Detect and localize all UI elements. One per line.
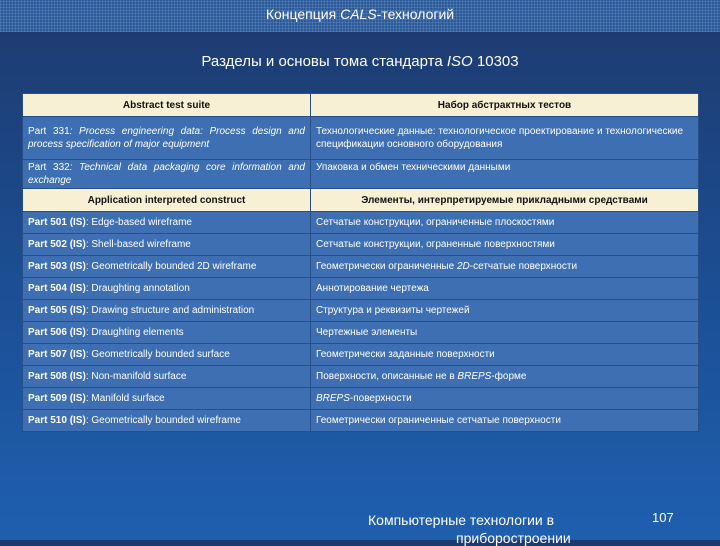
translation-cell: Геометрически ограниченные сетчатые поверхности [311, 410, 699, 432]
header-cell-right: Набор абстрактных тестов [311, 94, 699, 117]
header-row-abstract-test-suite [23, 94, 699, 117]
header-cell-right: Элементы, интерпретируемые прикладными средствами [311, 189, 699, 212]
translation-cell: Чертежные элементы [311, 322, 699, 344]
part-cell: Part 501 (IS): Edge-based wireframe [23, 212, 311, 234]
table-row [23, 212, 699, 234]
translation-cell: Аннотирование чертежа [311, 278, 699, 300]
table-row [23, 117, 699, 160]
table-row [23, 278, 699, 300]
translation-cell: Сетчатые конструкции, ограненные поверхностями [311, 234, 699, 256]
part-cell: Part 506 (IS): Draughting elements [23, 322, 311, 344]
table-row [23, 160, 699, 189]
part-cell: Part 508 (IS): Non-manifold surface [23, 366, 311, 388]
slide-title: Разделы и основы тома стандарта ISO 10303 [201, 53, 519, 70]
part-cell: Part 505 (IS): Drawing structure and administration [23, 300, 311, 322]
translation-cell: Геометрически ограниченные 2D-сетчатые поверхности [311, 256, 699, 278]
translation-cell: BREPS-поверхности [311, 388, 699, 410]
table-row [23, 410, 699, 432]
table-row [23, 322, 699, 344]
part-cell: Part 504 (IS): Draughting annotation [23, 278, 311, 300]
translation-cell: Поверхности, описанные не в BREPS-форме [311, 366, 699, 388]
table-row [23, 234, 699, 256]
table-row [23, 300, 699, 322]
header-title: Концепция CALS-технологий [265, 6, 455, 22]
part-cell: Part 332: Technical data packaging core information and exchange [23, 160, 311, 189]
part-cell: Part 507 (IS): Geometrically bounded surface [23, 344, 311, 366]
standards-table [22, 93, 699, 432]
table-row [23, 366, 699, 388]
header-cell-left: Abstract test suite [23, 94, 311, 117]
translation-cell: Геометрически заданные поверхности [311, 344, 699, 366]
translation-cell: Технологические данные: технологическое проектирование и технологические спецификации основного оборудования [311, 117, 699, 160]
translation-cell: Упаковка и обмен техническими данными [311, 160, 699, 189]
part-cell: Part 510 (IS): Geometrically bounded wireframe [23, 410, 311, 432]
translation-cell: Сетчатые конструкции, ограниченные плоскостями [311, 212, 699, 234]
table-row [23, 388, 699, 410]
part-cell: Part 331: Process engineering data: Process design and process specification of major equipment [23, 117, 311, 160]
part-cell: Part 502 (IS): Shell-based wireframe [23, 234, 311, 256]
part-cell: Part 503 (IS): Geometrically bounded 2D wireframe [23, 256, 311, 278]
translation-cell: Структура и реквизиты чертежей [311, 300, 699, 322]
table-row [23, 256, 699, 278]
header-row-application-interpreted-construct [23, 189, 699, 212]
part-cell: Part 509 (IS): Manifold surface [23, 388, 311, 410]
page-number: 107 [652, 510, 674, 525]
footer-caption: Компьютерные технологии в [368, 512, 555, 528]
table-row [23, 344, 699, 366]
header-cell-left: Application interpreted construct [23, 189, 311, 212]
footer-caption-line2: приборостроении [456, 530, 571, 546]
